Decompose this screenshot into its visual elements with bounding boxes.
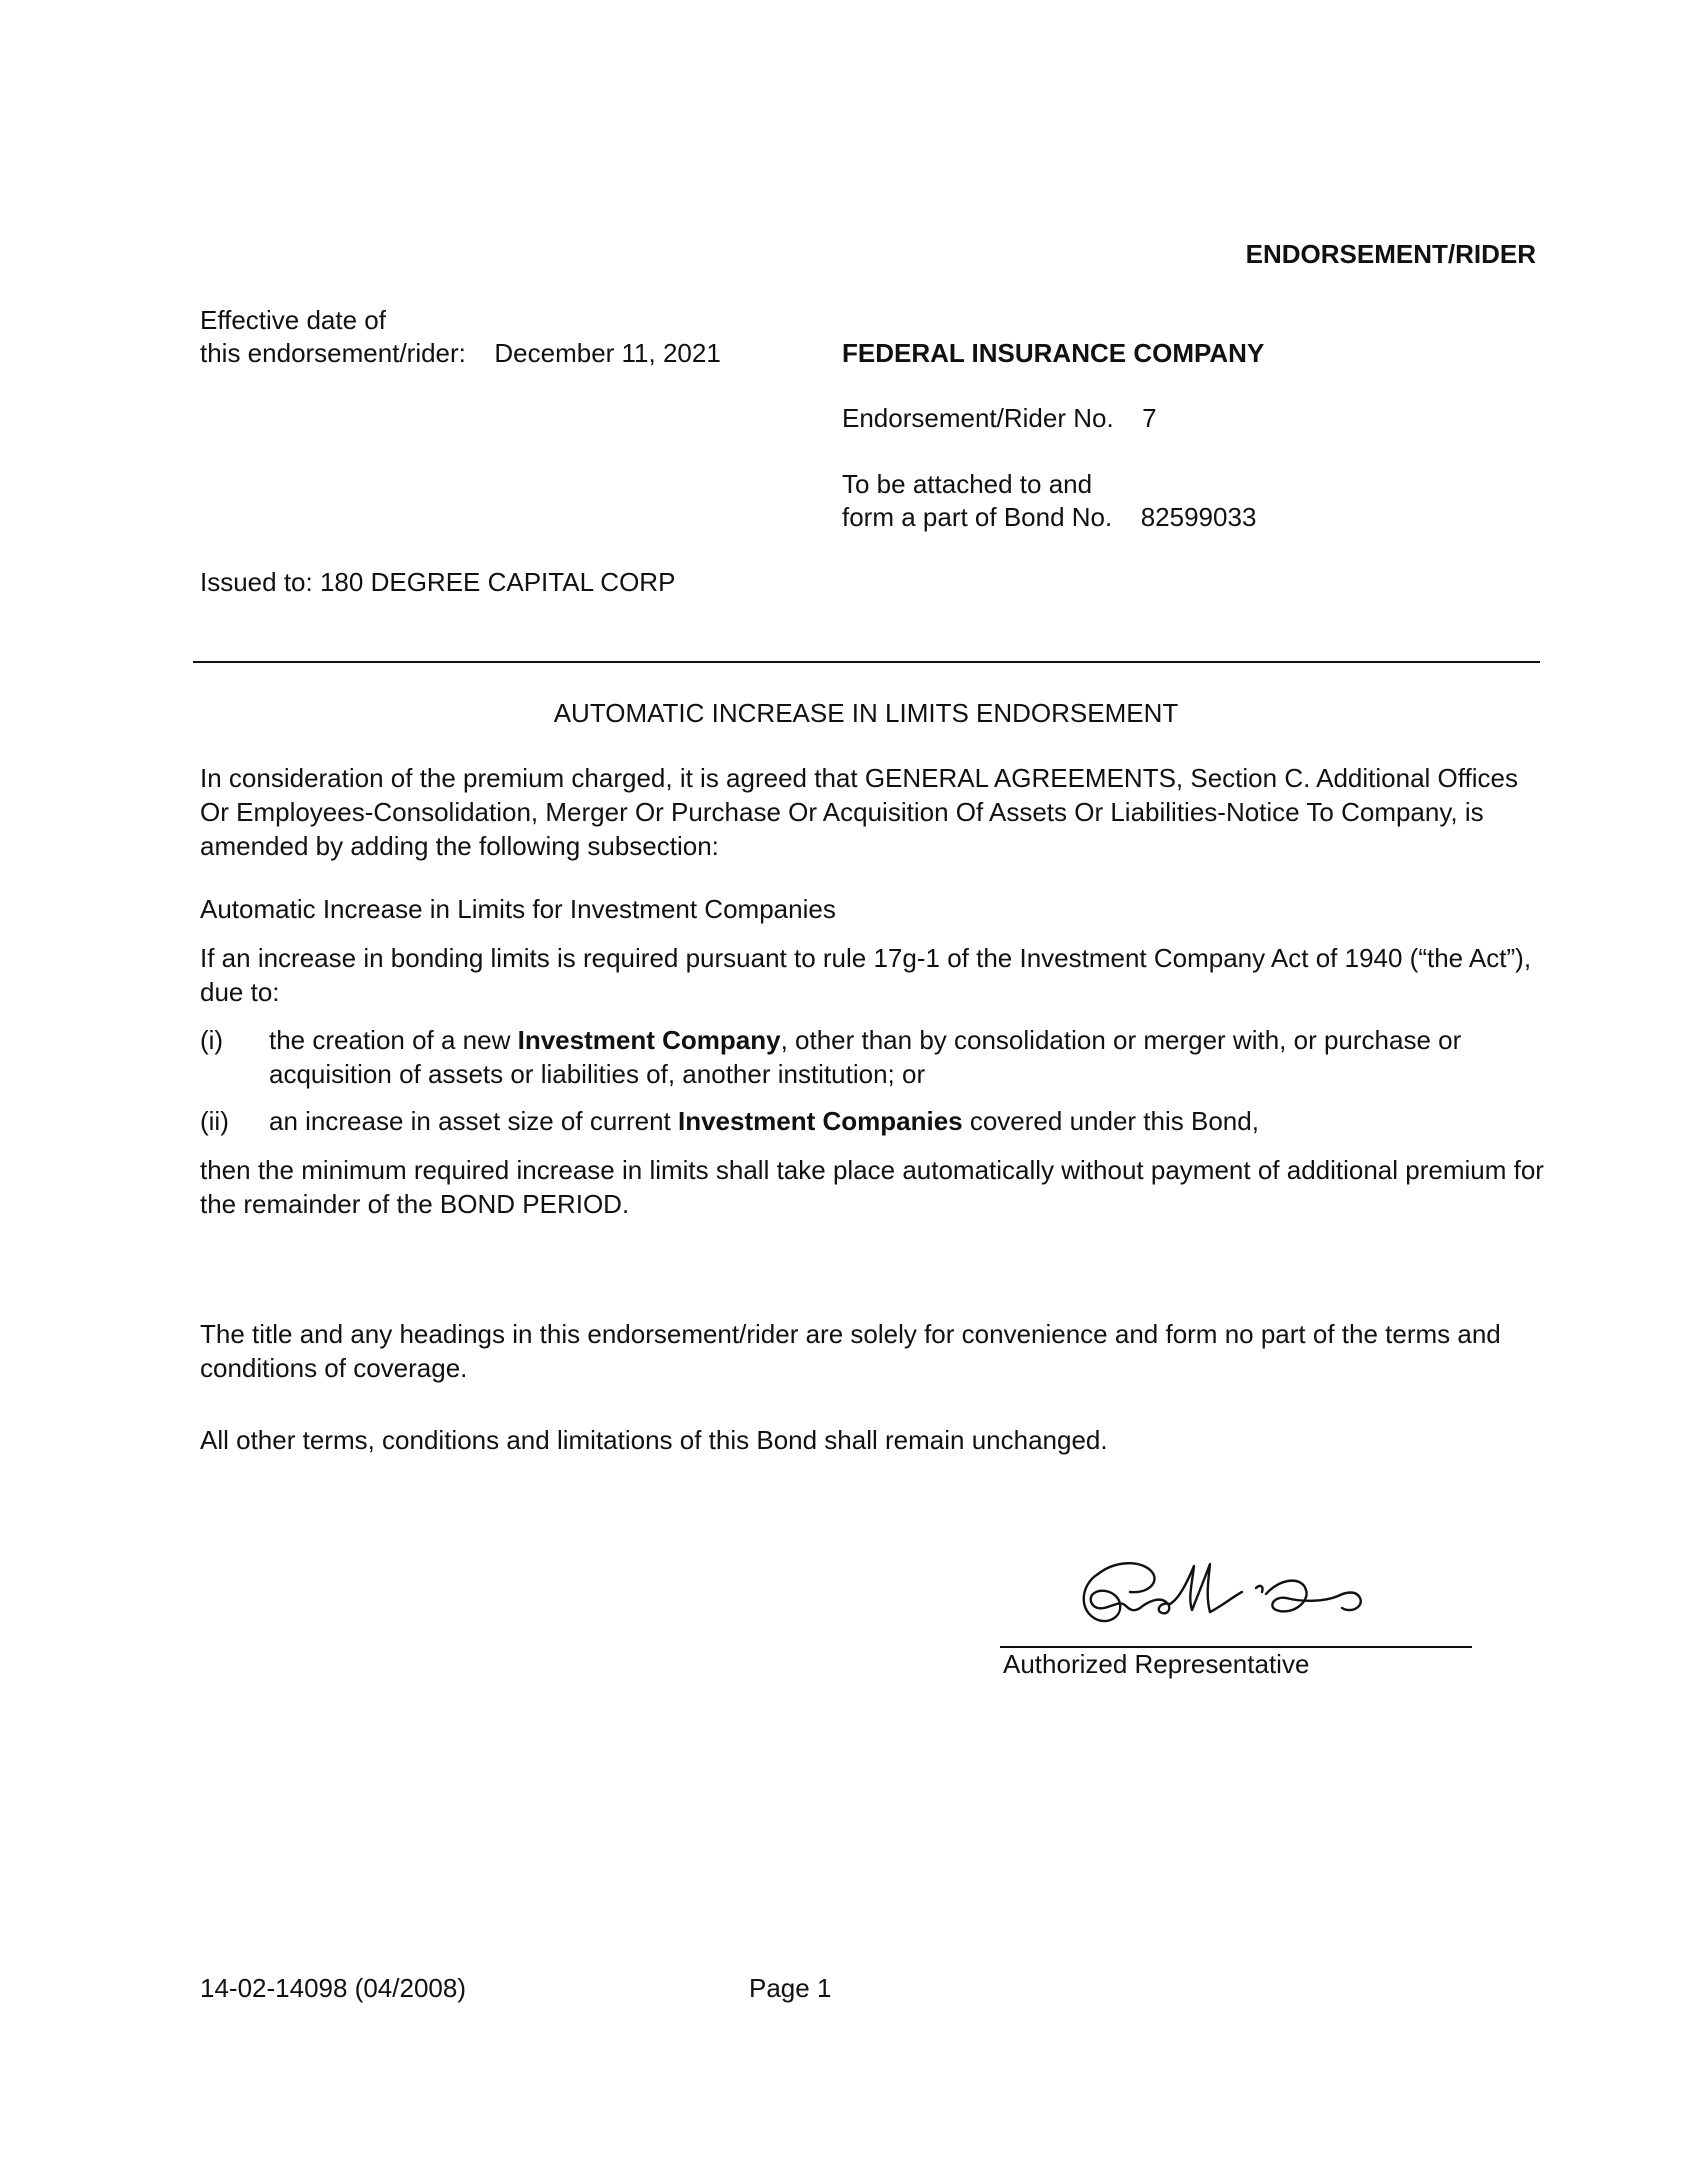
document-type-heading: ENDORSEMENT/RIDER: [1245, 239, 1536, 269]
intro-paragraph: In consideration of the premium charged, it is agreed that GENERAL AGREEMENTS, Section C. Additional Offices Or Employees-Consolidation, Merger Or Purchase Or Acquisition Of Assets Or Liabilities-Notice To Company, is amended by adding the following subsection:: [200, 763, 1518, 861]
list-item-text-pre: an increase in asset size of current: [269, 1106, 678, 1136]
conclusion-paragraph: then the minimum required increase in limits shall take place automatically without payment of additional premium for the remainder of the BOND PERIOD.: [200, 1155, 1544, 1219]
header-divider: [193, 661, 1540, 663]
rider-number-value: 7: [1142, 403, 1157, 433]
list-item-text-pre: the creation of a new: [269, 1025, 518, 1055]
effective-date-label-line2: this endorsement/rider:: [200, 338, 466, 368]
issued-to-value: 180 DEGREE CAPITAL CORP: [319, 567, 676, 597]
effective-date-row: [200, 336, 721, 370]
attach-label-line1: To be attached to and: [842, 469, 1093, 499]
issued-to-label: Issued to:: [200, 567, 313, 597]
issued-to-row: [200, 565, 675, 599]
effective-date-value: December 11, 2021: [494, 338, 721, 368]
headings-note-paragraph: The title and any headings in this endorsement/rider are solely for convenience and form no part of the terms and conditions of coverage.: [200, 1319, 1501, 1383]
list-item-text: [269, 1104, 1549, 1138]
attach-label-line2: form a part of Bond No.: [842, 502, 1113, 532]
rider-number-row: [842, 401, 1157, 435]
list-item-defined-term: Investment Companies: [677, 1106, 963, 1136]
list-item-number: (i): [200, 1025, 224, 1055]
list-item-text-post: , other than by consolidation or merger with, or purchase or acquisition of assets or liabilities of, another institution; or: [269, 1025, 1462, 1089]
form-number: 14-02-14098 (04/2008): [200, 1973, 466, 2003]
lead-paragraph: If an increase in bonding limits is required pursuant to rule 17g-1 of the Investment Company Act of 1940 (“the Act”), due to:: [200, 943, 1532, 1007]
company-name: FEDERAL INSURANCE COMPANY: [842, 338, 1265, 368]
effective-date-label-line1: Effective date of: [200, 305, 386, 335]
list-item-text-post: covered under this Bond,: [962, 1106, 1259, 1136]
bond-number-value: 82599033: [1140, 502, 1257, 532]
subheading: Automatic Increase in Limits for Investment Companies: [200, 894, 836, 924]
list-item-text: [269, 1023, 1549, 1091]
signature-label: Authorized Representative: [1003, 1649, 1310, 1679]
list-item-number: (ii): [200, 1106, 229, 1136]
list-item-defined-term: Investment Company: [517, 1025, 781, 1055]
signature-image: [1070, 1540, 1410, 1650]
bond-number-row: [842, 500, 1256, 534]
page-number: Page 1: [749, 1973, 832, 2003]
other-terms-paragraph: All other terms, conditions and limitations of this Bond shall remain unchanged.: [200, 1425, 1108, 1455]
endorsement-title: AUTOMATIC INCREASE IN LIMITS ENDORSEMENT: [553, 698, 1179, 728]
rider-number-label: Endorsement/Rider No.: [842, 403, 1114, 433]
